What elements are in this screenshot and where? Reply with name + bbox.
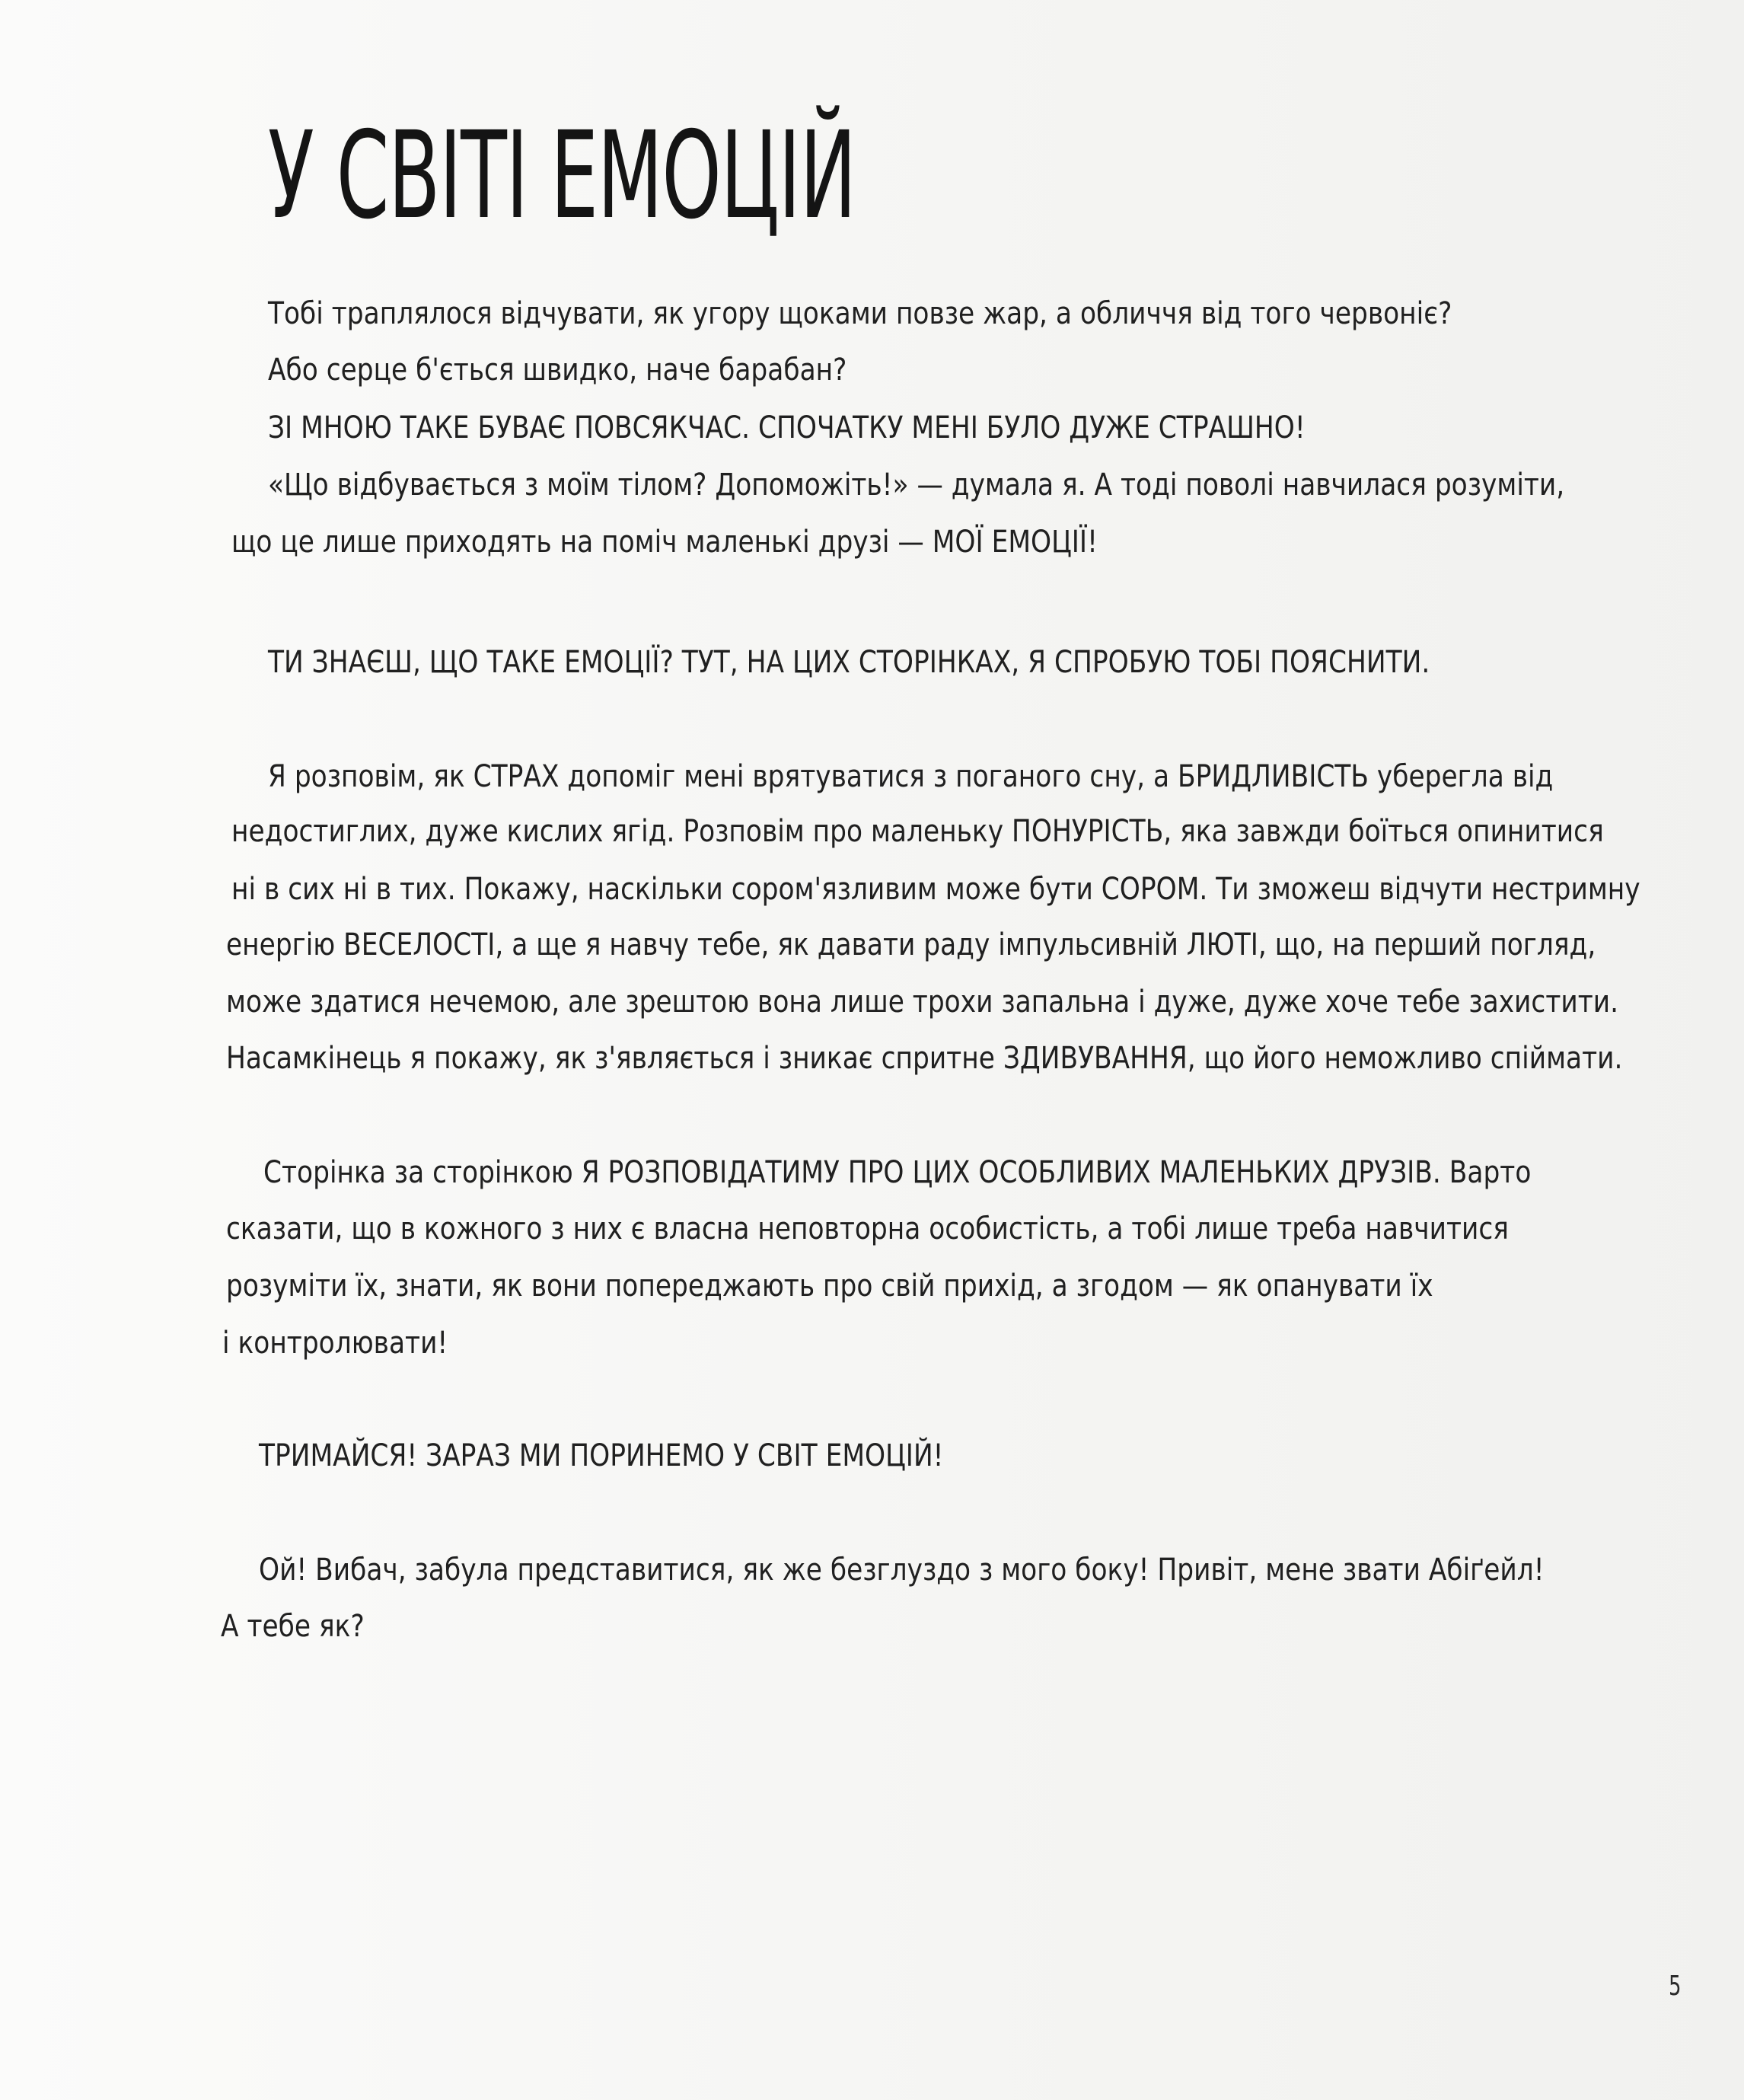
page-number: 5 [1669,1971,1682,2002]
text-line: А тебе як? [221,1609,365,1644]
text-line: сказати, що в кожного з них є власна неповторна особистість, а тобі лише треба навчитися [226,1211,1509,1246]
text-line: Ой! Вибач, забула представитися, як же безглуздо з мого боку! Привіт, мене звати Абіґейл! [259,1553,1545,1588]
text-line: ТРИМАЙСЯ! ЗАРАЗ МИ ПОРИНЕМО У СВІТ ЕМОЦІЙ! [259,1438,944,1473]
text-line: Я розповім, як СТРАХ допоміг мені врятуватися з поганого сну, а БРИДЛИВІСТЬ уберегла від [268,759,1554,794]
text-line: «Що відбувається з моїм тілом? Допоможіть!» — думала я. А тоді поволі навчилася розуміти, [268,468,1565,503]
text-line: ТИ ЗНАЄШ, ЩО ТАКЕ ЕМОЦІЇ? ТУТ, НА ЦИХ СТОРІНКАХ, Я СПРОБУЮ ТОБІ ПОЯСНИТИ. [268,645,1430,680]
page-title: У СВІТІ ЕМОЦІЙ [268,106,856,246]
text-line: Тобі траплялося відчувати, як угору щоками повзе жар, а обличчя від того червоніє? [268,296,1452,331]
text-line: недостиглих, дуже кислих ягід. Розповім про маленьку ПОНУРІСТЬ, яка завжди боїться опинитися [231,814,1604,849]
text-line: і контролювати! [222,1326,448,1361]
text-line: енергію ВЕСЕЛОСТІ, а ще я навчу тебе, як давати раду імпульсивній ЛЮТІ, що, на перший погляд, [226,927,1596,962]
text-line: ні в сих ні в тих. Покажу, наскільки сором'язливим може бути СОРОМ. Ти зможеш відчути нестримну [231,872,1640,907]
text-line: ЗІ МНОЮ ТАКЕ БУВАЄ ПОВСЯКЧАС. СПОЧАТКУ МЕНІ БУЛО ДУЖЕ СТРАШНО! [268,410,1306,445]
text-line: Насамкінець я покажу, як з'являється і зникає спритне ЗДИВУВАННЯ, що його неможливо спіймати. [226,1041,1623,1076]
text-line: розуміти їх, знати, як вони попереджають про свій прихід, а згодом — як опанувати їх [226,1269,1433,1304]
text-line: Або серце б'ється швидко, наче барабан? [268,353,847,388]
text-line: може здатися нечемою, але зрештою вона лише трохи запальна і дуже, дуже хоче тебе захистити. [226,985,1619,1020]
text-line: Сторінка за сторінкою Я РОЗПОВІДАТИМУ ПРО ЦИХ ОСОБЛИВИХ МАЛЕНЬКИХ ДРУЗІВ. Варто [263,1155,1532,1190]
text-line: що це лише приходять на поміч маленькі друзі — МОЇ ЕМОЦІЇ! [231,525,1098,560]
